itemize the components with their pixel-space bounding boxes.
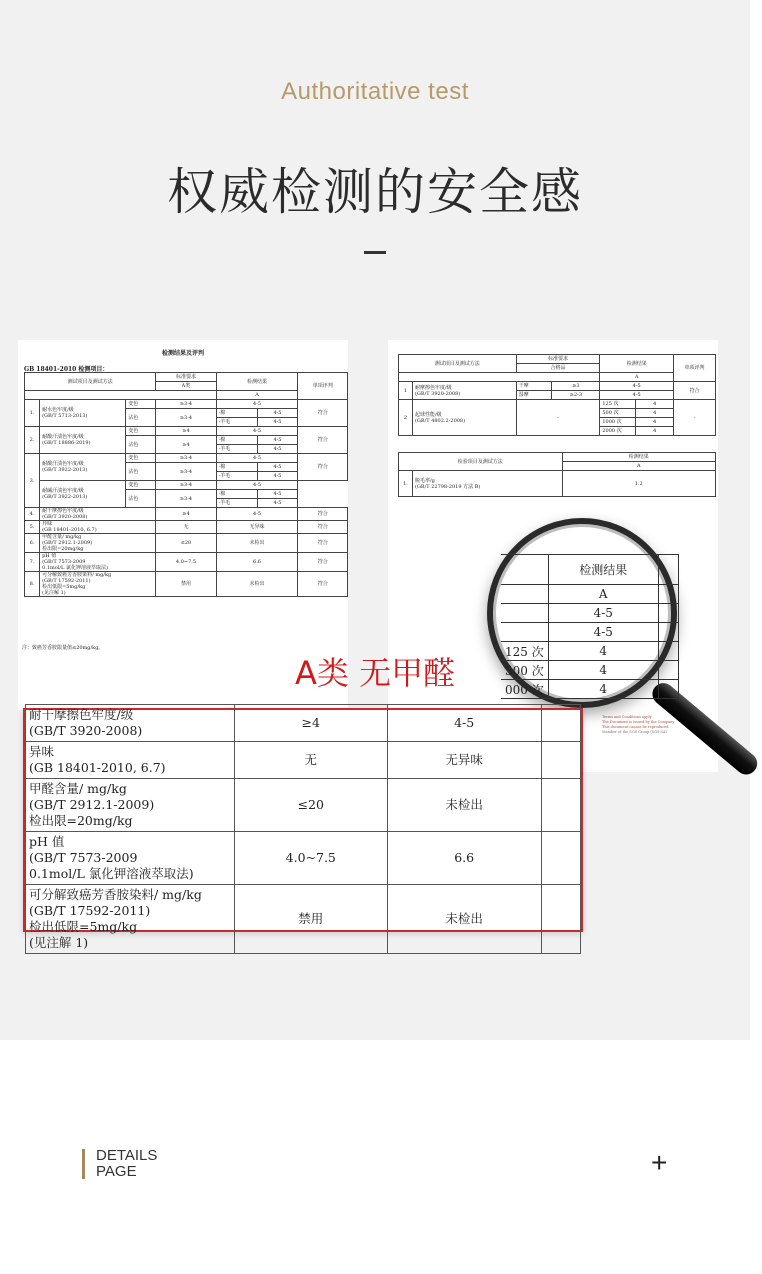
table-row: 3. 耐酸汗渍色牢度/级 (GB/T 3922-2013) 变色 ≥3-4 4-5 符合 (25, 454, 348, 463)
sheet-standard: GB 18401-2010 检测项目： (24, 366, 109, 373)
formaldehyde-callout: A类 无甲醛 (295, 654, 456, 692)
magnified-grade: A (548, 585, 658, 604)
magnified-cycle-value: 4 (548, 661, 658, 680)
footer-line: This document cannot be reproduced (602, 725, 669, 729)
magnified-cycle-value: 4 (548, 680, 658, 699)
table-row: 5. 异味 (GB 18401-2010, 6.7) 无 无异味 符合 (25, 521, 348, 534)
table-row: 耐干摩擦色牢度/级 (GB/T 3920-2008) ≥4 4-5 (26, 705, 581, 742)
col-subhead: A (216, 391, 298, 400)
row-judge: 符合 (298, 427, 348, 454)
row-no: 2. (25, 427, 40, 454)
section-eyebrow: Authoritative test (281, 78, 469, 105)
table-row: pH 值 (GB/T 7573-2009 0.1mol/L 氯化钾溶液萃取法) 4.0~7.5 6.6 (26, 832, 581, 885)
magnified-table (501, 554, 679, 699)
table-row: 耐碱汗渍色牢度/级 (GB/T 3922-2013) 变色 ≥3-4 4-5 (25, 481, 348, 490)
table-row: 1 耐摩擦色牢度/级 (GB/T 3920-2008) 干摩 ≥3 4-5 符合 (399, 382, 716, 391)
row-judge: 符合 (298, 400, 348, 427)
magnified-cycle: 125 次 (501, 642, 548, 661)
magnified-cycle: 000 次 (501, 680, 548, 699)
row-no: 1. (25, 400, 40, 427)
table-row: 1. 脱毛率/g (GB/T 22798-2019 方法 B) 1.2 (399, 471, 716, 497)
magnified-value: 4-5 (548, 604, 658, 623)
table-row: 2000 次 4 (399, 427, 716, 436)
section-title: 权威检测的安全感 (167, 163, 583, 221)
table-row: 1000 次 4 (399, 418, 716, 427)
details-page-label (96, 1148, 157, 1180)
col-head: 标准要求 (156, 373, 216, 382)
magnified-value: 4-5 (548, 623, 658, 642)
col-head: 单项评判 (298, 373, 348, 400)
table-row: 1. 耐水色牢度/级 (GB/T 5713-2013) 变色 ≥3-4 4-5 符合 (25, 400, 348, 409)
row-judge: 符合 (298, 454, 348, 481)
table-row: 2 起球性能/级 (GB/T 4802.2-2008) - 125 次 4 - (399, 400, 716, 409)
details-line: DETAILS (96, 1147, 158, 1164)
zoomed-results-table (25, 704, 581, 954)
row-item: 耐水色牢度/级 (GB/T 5713-2013) (40, 400, 126, 427)
table-row: 异味 (GB 18401-2010, 6.7) 无 无异味 (26, 742, 581, 779)
footer-line: Terms and Conditions apply (602, 715, 652, 719)
magnified-cycle-value: 4 (548, 642, 658, 661)
title-divider (364, 251, 386, 254)
zoomed-results-crop (23, 707, 583, 950)
table-row: 甲醛含量/ mg/kg (GB/T 2912.1-2009) 检出限=20mg/kg ≤20 未检出 (26, 779, 581, 832)
details-accent-bar (82, 1149, 85, 1179)
left-results-table: 测试项目及测试方法 标准要求 检测结果 单项评判 A类 A 1. 耐水色牢度/级 (GB/T 5713-2013) 变色 ≥3-4 4-5 符合 沾色 ≥3-4 -棉 4-5 -羊毛 4-5 2. 耐酸汗渍色牢度/级 (GB/T 18886-2019) 变色 ≥4 4-5 符合 沾色 ≥4 -棉 4-5 -羊毛 4-5 3. 耐酸汗渍色牢度/级 (GB/T 3922-2013) 变色 ≥3-4 4-5 符合 沾色 ≥3-4 -棉 4-5 -羊毛 4-5 耐碱汗渍色牢度/级 (GB/T 3922-2013) 变色 ≥3-4 4-5 沾色 ≥3-4 -棉 4-5 -羊毛 4-5 4. 耐干摩擦色牢度/级 (GB/T 3920-2008) ≥4 4-5 符合 5. 异味 (GB 18401-2010, 6.7) 无 无异味 符合 6. 甲醛含量/ mg/kg (GB/T 2912.1-2009) 检出限=20mg/kg ≤20 未检出 符合 7. pH 值 (GB/T 7573-2009 0.1mol/L 氯化钾溶液萃取法) 4.0~7.5 6.6 符合 8. 可分解致癌芳香胺染料/ mg/kg (GB/T 17592-2011) 检出低限=5mg/kg (见注解 1) 禁用 未检出 符合 (24, 372, 348, 597)
sheet-title: 检测结果及评判 (161, 350, 204, 357)
sheet-note: 注：致癌芳香胺限量值≤20mg/kg。 (22, 645, 104, 651)
table-row: 500 次 4 (399, 409, 716, 418)
table-row: 8. 可分解致癌芳香胺染料/ mg/kg (GB/T 17592-2011) 检出低限=5mg/kg (见注解 1) 禁用 未检出 符合 (25, 572, 348, 597)
magnified-cycle: 500 次 (501, 661, 548, 680)
row-no: 3. (25, 454, 40, 508)
table-row: 可分解致癌芳香胺染料/ mg/kg (GB/T 17592-2011) 检出低限=5mg/kg (见注解 1) 禁用 未检出 (26, 885, 581, 954)
footer-line: Member of the SGS Group (SGS SA) (602, 730, 667, 734)
table-row: 4. 耐干摩擦色牢度/级 (GB/T 3920-2008) ≥4 4-5 符合 (25, 508, 348, 521)
col-head: 测试项目及测试方法 (25, 373, 156, 391)
right-results-table: 测试项目及测试方法 标准要求 检测结果 单项评判 合格品 A 1 耐摩擦色牢度/级 (GB/T 3920-2008) 干摩 ≥3 4-5 符合 湿摩 ≥2-3 4-5 2 起球性能/级 (GB/T 4802.2-2008) - 125 次 4 - 500 次 4 1000 次 4 2000 次 4 (398, 354, 716, 436)
col-subhead: A类 (156, 382, 216, 391)
row-item: 耐酸汗渍色牢度/级 (GB/T 3922-2013) (40, 454, 126, 481)
footer-line: The Document is issued by the Company (602, 720, 675, 724)
table-row: 2. 耐酸汗渍色牢度/级 (GB/T 18886-2019) 变色 ≥4 4-5 符合 (25, 427, 348, 436)
expand-plus-icon[interactable]: + (651, 1147, 668, 1178)
right-shedding-table: 检验项目及测试方法 检测结果 A 1. 脱毛率/g (GB/T 22798-2019 方法 B) 1.2 (398, 452, 716, 497)
col-head: 检测结果 (216, 373, 298, 391)
magnified-result-head: 检测结果 (548, 555, 658, 585)
table-row: 6. 甲醛含量/ mg/kg (GB/T 2912.1-2009) 检出限=20mg/kg ≤20 未检出 符合 (25, 534, 348, 553)
row-item: 耐酸汗渍色牢度/级 (GB/T 18886-2019) (40, 427, 126, 454)
row-item: 耐碱汗渍色牢度/级 (GB/T 3922-2013) (40, 481, 126, 508)
details-line: PAGE (96, 1163, 137, 1180)
magnifier-lens (487, 518, 677, 708)
table-row: 7. pH 值 (GB/T 7573-2009 0.1mol/L 氯化钾溶液萃取法) 4.0~7.5 6.6 符合 (25, 553, 348, 572)
